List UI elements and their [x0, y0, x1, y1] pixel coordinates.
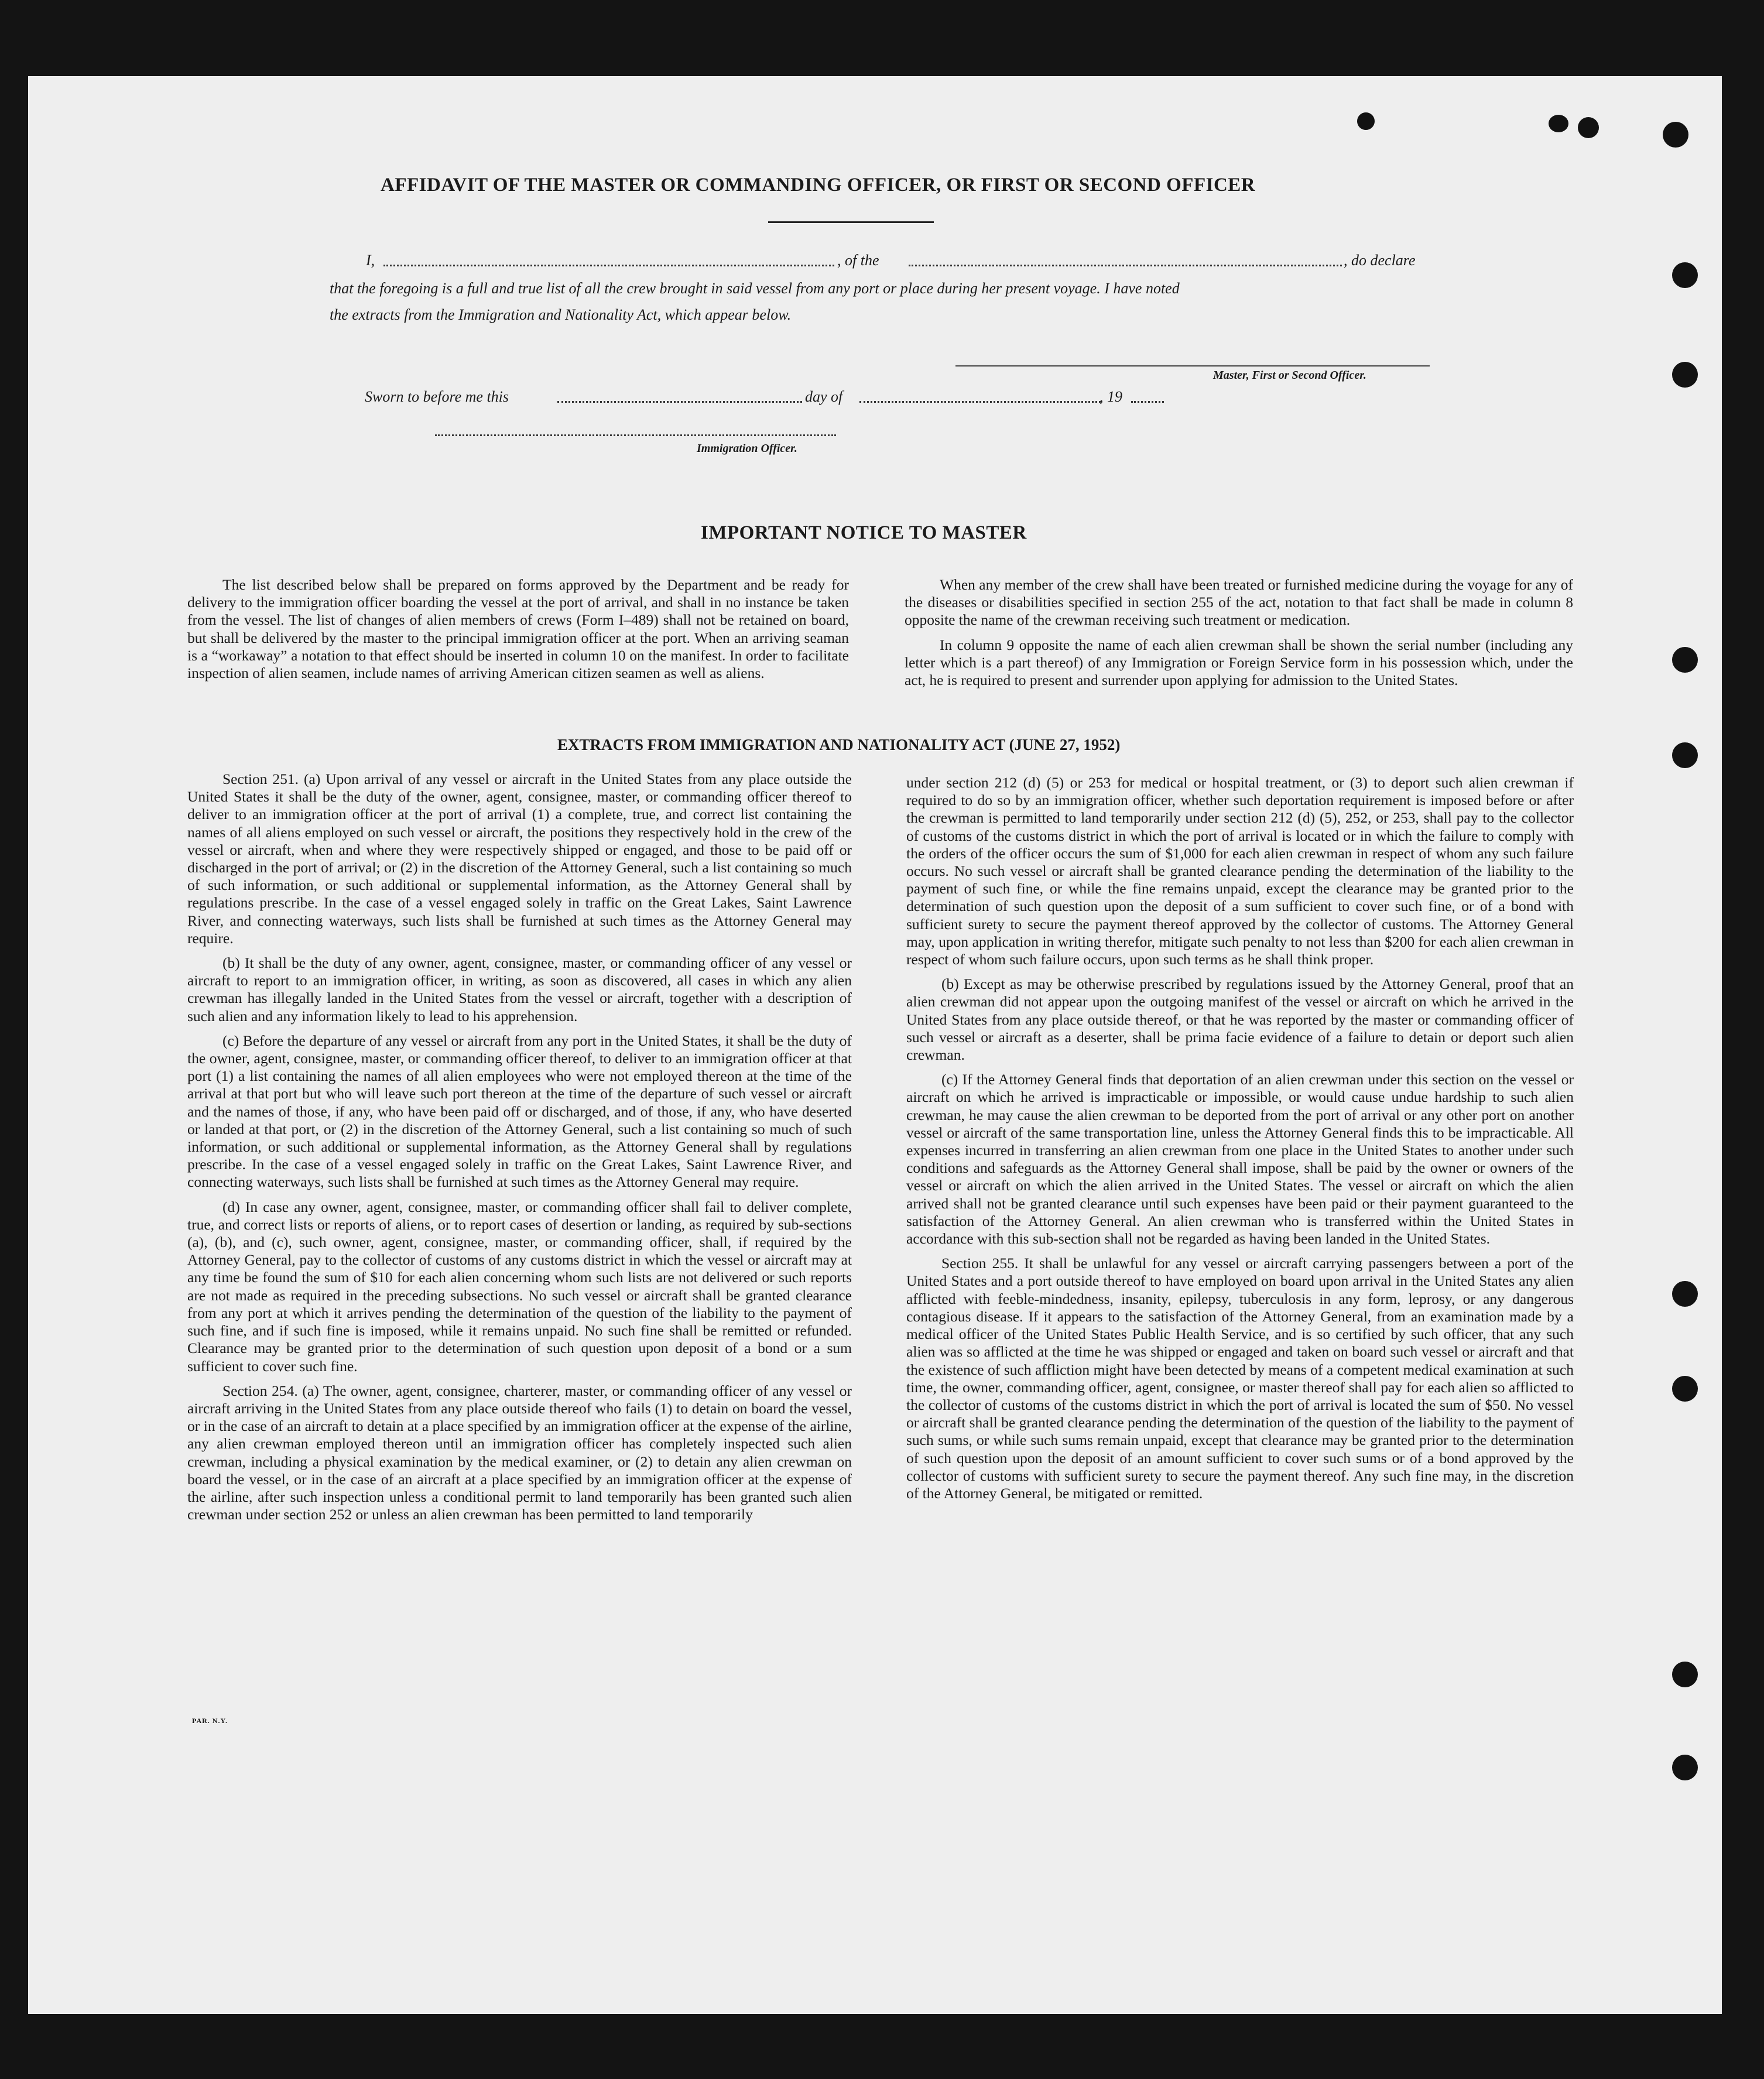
extracts-right-column [906, 774, 1574, 1509]
declaration-line-2: that the foregoing is a full and true list of all the crew brought in said vessel from any port or place during her present voyage. I have noted [330, 280, 1180, 297]
notice-title: IMPORTANT NOTICE TO MASTER [701, 522, 1027, 543]
punch-hole [1578, 117, 1599, 138]
act-section-paragraph: (b) It shall be the duty of any owner, agent, consignee, master, or commanding officer of any vessel or aircraft to report to an immigration officer, in writing, as soon as discovered, all cases in which any alien crewman has illegally landed in the United States from the vessel or aircraft, together with a description of such alien and any information likely to lead to his apprehension. [187, 954, 852, 1025]
notice-paragraph: When any member of the crew shall have been treated or furnished medicine during the voyage for any of the diseases or disabilities specified in section 255 of the act, notation to that fact shall be made in column 8 opposite the name of the crewman receiving such treatment or medication. [905, 576, 1573, 629]
act-section-paragraph: Section 254. (a) The owner, agent, consignee, charterer, master, or commanding officer of any vessel or aircraft arriving in the United States from any place outside thereof who fails (1) to detain on board the vessel, or in the case of an aircraft to detain at a place specified by an immigration officer at the expense of the airline, any alien crewman employed thereon until an immigration officer has completely inspected such alien crewman, including a physical examination by the medical examiner, or (2) to detain any alien crewman on board the vessel, or in the case of an aircraft at a place specified by an immigration officer at the expense of the airline, after such inspection unless a conditional permit to land temporarily has been granted such alien crewman under section 252 or unless an alien crewman has been permitted to land temporarily [187, 1382, 852, 1523]
notice-paragraph: In column 9 opposite the name of each alien crewman shall be shown the serial number (including any letter which is a part thereof) of any Immigration or Foreign Service form in his possession which, under the act, he is required to present and surrender upon applying for admission to the United States. [905, 636, 1573, 689]
act-section-paragraph: under section 212 (d) (5) or 253 for medical or hospital treatment, or (3) to deport such alien crewman if required to do so by an immigration officer, whether such deportation requirement is imposed before or after the crewman is permitted to land temporarily under section 212 (d) (5), 252, or 253, shall pay to the collector of customs of the customs district in which the port of arrival is located or in which the failure to comply with the orders of the officer occurs the sum of $1,000 for each alien crewman in respect of whom any such failure occurs. No such vessel or aircraft shall be granted clearance pending the determination of the liability to the payment of such fine, or while the fine remains unpaid, except the clearance may be granted prior to the determination of such question upon the deposit of a sum sufficient to cover such fine, or of a bond with sufficient surety to secure the payment thereof approved by the collector of customs. The Attorney General may, upon application in writing therefor, mitigate such penalty to not less than $200 for each alien crewman in respect of whom such failure occurs, upon such terms as he shall think proper. [906, 774, 1574, 968]
printer-imprint: PAR. N.Y. [192, 1717, 228, 1725]
year-label: , 19 [1099, 388, 1122, 405]
master-signature-line[interactable] [955, 365, 1430, 367]
title-underline [768, 221, 934, 223]
extracts-left-column [187, 770, 852, 1530]
act-section-paragraph: Section 255. It shall be unlawful for any vessel or aircraft carrying passengers between a port of the United States and a port outside thereof to have employed on board upon arrival in the United States any alien afflicted with feeble-mindedness, insanity, epilepsy, tuberculosis in any form, leprosy, or any dangerous contagious disease. If it appears to the satisfaction of the Attorney General, from an examination made by a medical officer of the United States Public Health Service, and is so certified by such officer, that any such alien was so afflicted at the time he was shipped or engaged and taken on board such vessel or aircraft and that the existence of such affliction might have been detected by means of a competent medical examination at such time, the owner, commanding officer, agent, consignee, or master thereof shall pay for each alien so afflicted to the collector of customs of the customs district in which the port of arrival is located the sum of $50. No vessel or aircraft shall be granted clearance pending the determination of the question of the liability to the payment of such sums, or while such sums remain unpaid, except that clearance may be granted prior to the determination of such question upon the deposit of an amount sufficient to cover such sums or of a bond approved by the collector of customs with sufficient surety to secure the payment thereof. Any such fine may, in the discretion of the Attorney General, be mitigated or remitted. [906, 1255, 1574, 1502]
declaration-line-3: the extracts from the Immigration and Nationality Act, which appear below. [330, 306, 792, 323]
sworn-year-field[interactable] [1131, 401, 1164, 403]
master-signature-label: Master, First or Second Officer. [1213, 369, 1366, 382]
punch-hole [1672, 1376, 1698, 1402]
punch-hole [1672, 1755, 1698, 1780]
punch-hole [1663, 122, 1688, 148]
act-section-paragraph: (d) In case any owner, agent, consignee, master, or commanding officer shall fail to deliver complete, true, and correct lists or reports of aliens, or to report cases of desertion or landing, as required by sub-sections (a), (b), and (c), such owner, agent, consignee, master, or commanding officer, shall, if required by the Attorney General, pay to the collector of customs of any customs district in which the vessel or aircraft may at any time be found the sum of $10 for each alien concerning whom such lists are not delivered or such reports are not made as required in the preceding subsections. No such vessel or aircraft shall be granted clearance from any port at which it arrives pending the determination of the question of the liability to the payment of such fine, and if such fine is imposed, while it remains unpaid. No such fine shall be remitted or refunded. Clearance may be granted prior to the determination of such question upon deposit of a bond or a sum sufficient to cover such fine. [187, 1198, 852, 1375]
declarant-name-field[interactable] [383, 265, 834, 266]
act-section-paragraph: (c) If the Attorney General finds that deportation of an alien crewman under this section on the vessel or aircraft on which he arrived is impracticable or impossible, or would cause undue hardship to such alien crewman, he may cause the alien crewman to be deported from the port of arrival or any other port on another vessel or aircraft of the same transportation line, unless the Attorney General finds this to be impracticable. All expenses incurred in transferring an alien crewman from one place in the United States to another under such conditions and safeguards as the Attorney General shall impose, shall be paid by the owner or owners of the vessel or aircraft on which the alien arrived in the United States. The vessel or aircraft on which the alien arrived shall not be granted clearance until such expenses have been paid or their payment guaranteed to the satisfaction of the Attorney General. An alien crewman who is transferred within the United States in accordance with this sub-section shall not be regarded as having been landed in the United States. [906, 1071, 1574, 1248]
punch-hole [1672, 262, 1698, 288]
declare-suffix: , do declare [1344, 252, 1416, 269]
affidavit-title: AFFIDAVIT OF THE MASTER OR COMMANDING OFFICER, OR FIRST OR SECOND OFFICER [381, 174, 1256, 196]
punch-hole [1672, 647, 1698, 673]
punch-hole [1672, 1281, 1698, 1307]
punch-hole [1357, 112, 1375, 130]
officer-signature-line[interactable] [435, 434, 836, 436]
punch-hole [1672, 742, 1698, 768]
notice-left-column [187, 576, 849, 689]
sworn-label: Sworn to before me this [365, 388, 509, 405]
day-of-label: day of [805, 388, 843, 405]
act-section-paragraph: (b) Except as may be otherwise prescribed by regulations issued by the Attorney General, proof that an alien crewman did not appear upon the outgoing manifest of the vessel or aircraft on which he arrived in the United States from any place outside thereof, or that he was reported by the master or commanding officer of such vessel or aircraft as a deserter, shall be prima facie evidence of a failure to detain or deport such alien crewman. [906, 975, 1574, 1064]
vessel-prefix: , of the [837, 252, 879, 269]
punch-hole [1549, 115, 1568, 132]
act-section-paragraph: (c) Before the departure of any vessel or aircraft from any port in the United States, it shall be the duty of the owner, agent, consignee, master, or commanding officer thereof, to deliver to an immigration officer at that port (1) a list containing the names of all alien employees who were not employed thereon at the time of the arrival at that port but who will leave such port thereon at the time of the departure of such vessel or aircraft and the names of those, if any, who have been paid off or discharged, and of those, if any, who have deserted or landed at that port, or (2) in the discretion of the Attorney General, such a list containing so much of such information, or such additional or supplemental information, as the Attorney General shall by regulations prescribe. In the case of a vessel engaged solely in traffic on the Great Lakes, Saint Lawrence River, and connecting waterways, such lists shall be furnished at such times as the Attorney General may require. [187, 1032, 852, 1191]
punch-hole [1672, 362, 1698, 388]
sworn-month-field[interactable] [859, 401, 1101, 403]
vessel-name-field[interactable] [909, 265, 1342, 266]
declarant-prefix: I, [366, 252, 375, 269]
notice-paragraph: The list described below shall be prepared on forms approved by the Department and be ready for delivery to the immigration officer boarding the vessel at the port of arrival, and shall in no instance be taken from the vessel. The list of changes of alien members of crews (Form I–489) shall not be retained on board, but shall be delivered by the master to the principal immigration officer at the port. When an arriving seaman is a “workaway” a notation to that effect should be inserted in column 10 on the manifest. In order to facilitate inspection of alien seamen, include names of arriving American citizen seamen as well as aliens. [187, 576, 849, 682]
sworn-day-field[interactable] [557, 401, 802, 403]
extracts-title: EXTRACTS FROM IMMIGRATION AND NATIONALITY ACT (JUNE 27, 1952) [557, 736, 1121, 753]
punch-hole [1672, 1662, 1698, 1687]
notice-right-column [905, 576, 1573, 696]
act-section-paragraph: Section 251. (a) Upon arrival of any vessel or aircraft in the United States from any place outside the United States it shall be the duty of the owner, agent, consignee, master, or commanding officer thereof to deliver to an immigration officer at the port of arrival (1) a complete, true, and correct list containing the names of all aliens employed on such vessel or aircraft, the positions they respectively hold in the crew of the vessel or aircraft, when and where they were respectively shipped or engaged, and those to be paid off or discharged in the port of arrival; or (2) in the discretion of the Attorney General, such a list containing so much of such information, or such additional or supplemental information, as the Attorney General shall by regulations prescribe. In the case of a vessel engaged solely in traffic on the Great Lakes, Saint Lawrence River, and connecting waterways, such lists shall be furnished at such times as the Attorney General may require. [187, 770, 852, 947]
officer-signature-label: Immigration Officer. [697, 442, 797, 455]
